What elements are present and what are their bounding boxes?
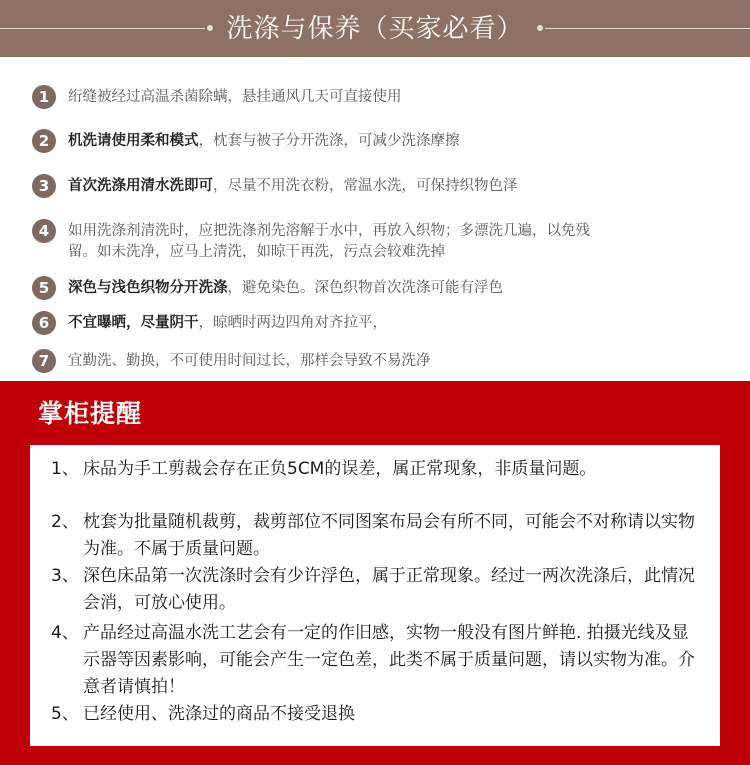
notice-item bbox=[51, 620, 701, 701]
notice-number: 3、 bbox=[51, 566, 79, 586]
header-dot-right bbox=[537, 25, 543, 31]
notice-number: 1、 bbox=[51, 459, 79, 479]
care-text bbox=[68, 87, 598, 108]
notice-number: 4、 bbox=[51, 623, 79, 643]
care-text bbox=[68, 131, 598, 152]
step-number-badge: 7 bbox=[32, 349, 56, 373]
notice-box bbox=[30, 445, 720, 746]
section-title: 洗涤与保养（买家必看） bbox=[226, 14, 524, 44]
header-divider-right bbox=[545, 28, 750, 29]
notice-text: 已经使用、洗涤过的商品不接受退换 bbox=[83, 704, 355, 724]
care-text bbox=[68, 221, 598, 263]
notice-text: 产品经过高温水洗工艺会有一定的作旧感，实物一般没有图片鲜艳. 拍摄光线及显示器等因素影响，可能会产生一定色差，此类不属于质量问题，请以实物为准。介意者请慎拍！ bbox=[83, 623, 695, 697]
care-text-body: 绗缝被经过高温杀菌除螨，悬挂通风几天可直接使用 bbox=[68, 89, 402, 105]
care-text bbox=[68, 351, 598, 372]
step-number-badge: 5 bbox=[32, 276, 56, 300]
notice-text: 枕套为批量随机裁剪，裁剪部位不同图案布局会有所不同，可能会不对称请以实物为准。不属于质量问题。 bbox=[83, 512, 695, 559]
care-text-bold: 深色与浅色织物分开洗涤 bbox=[68, 280, 228, 296]
notice-number: 5、 bbox=[51, 704, 79, 724]
step-number-badge: 2 bbox=[32, 129, 56, 153]
step-number-badge: 3 bbox=[32, 174, 56, 198]
care-text-body: 如用洗涤剂清洗时，应把洗涤剂先溶解于水中，再放入织物；多漂洗几遍，以免残留。如未洗净，应马上清洗，如晾干再洗，污点会较难洗掉 bbox=[68, 223, 590, 260]
notice-item bbox=[51, 563, 701, 617]
care-text bbox=[68, 176, 598, 197]
care-text-bold: 机洗请使用柔和模式 bbox=[68, 133, 199, 149]
notice-item bbox=[51, 509, 701, 563]
step-number-badge: 1 bbox=[32, 85, 56, 109]
care-text-body: ，晾晒时两边四角对齐拉平， bbox=[198, 315, 387, 331]
care-text-body: ，枕套与被子分开洗涤，可减少洗涤摩擦 bbox=[198, 133, 460, 149]
care-text-body: ，尽量不用洗衣粉，常温水洗，可保持织物色泽 bbox=[213, 178, 518, 194]
care-text-bold: 不宜曝晒，尽量阴干 bbox=[68, 315, 199, 331]
care-text-body: ，避免染色。深色织物首次洗涤可能有浮色 bbox=[227, 280, 503, 296]
care-text-body: 宜勤洗、勤换，不可使用时间过长，那样会导致不易洗净 bbox=[68, 353, 431, 369]
care-text-bold: 首次洗涤用清水洗即可 bbox=[68, 178, 213, 194]
notice-text: 床品为手工剪裁会存在正负5CM的误差，属正常现象，非质量问题。 bbox=[83, 459, 597, 479]
shopkeeper-reminder-panel bbox=[0, 381, 750, 765]
step-number-badge: 4 bbox=[32, 219, 56, 243]
header-dot-left bbox=[207, 25, 213, 31]
notice-text: 深色床品第一次洗涤时会有少许浮色，属于正常现象。经过一两次洗涤后，此情况会消，可放心使用。 bbox=[83, 566, 695, 613]
care-text bbox=[68, 313, 598, 334]
panel-title: 掌柜提醒 bbox=[38, 399, 143, 428]
care-text bbox=[68, 278, 598, 299]
notice-item bbox=[51, 701, 701, 728]
notice-number: 2、 bbox=[51, 512, 79, 532]
header-divider-left bbox=[0, 28, 205, 29]
section-header bbox=[0, 0, 750, 57]
step-number-badge: 6 bbox=[32, 311, 56, 335]
notice-item bbox=[51, 456, 701, 483]
